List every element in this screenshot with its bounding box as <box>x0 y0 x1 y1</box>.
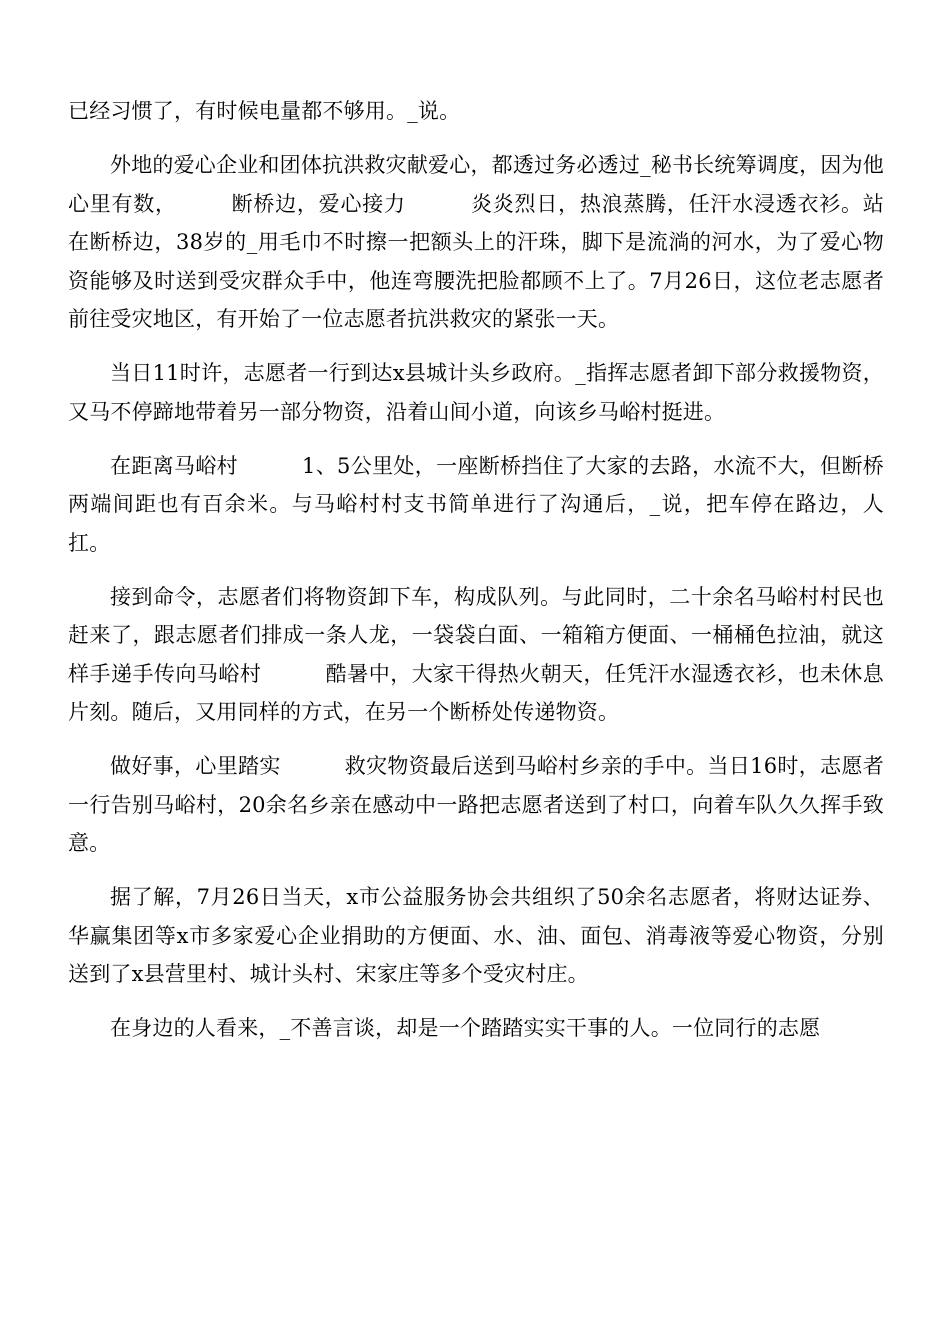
paragraph-2: 外地的爱心企业和团体抗洪救灾献爱心，都透过务必透过_秘书长统筹调度，因为他心里有数， 断桥边，爱心接力 炎炎烈日，热浪蒸腾，任汗水浸透衣衫。站在断桥边，38岁的_用毛巾不时擦一把额头上的汗珠，脚下是流淌的河水，为了爱心物资能够及时送到受灾群众手中，他连弯腰洗把脸都顾不上了。7月26日，这位老志愿者前往受灾地区，有开始了一位志愿者抗洪救灾的紧张一天。 <box>68 153 884 331</box>
paragraph-6: 做好事，心里踏实 救灾物资最后送到马峪村乡亲的手中。当日16时，志愿者一行告别马峪村，20余名乡亲在感动中一路把志愿者送到了村口，向着车队久久挥手致意。 <box>68 754 884 855</box>
paragraph-7: 据了解，7月26日当天，x市公益服务协会共组织了50余名志愿者，将财达证券、华赢集团等x市多家爱心企业捐助的方便面、水、油、面包、消毒液等爱心物资，分别送到了x县营里村、城计头村、宋家庄等多个受灾村庄。 <box>68 885 884 986</box>
paragraph-3: 当日11时许，志愿者一行到达x县城计头乡政府。_指挥志愿者卸下部分救援物资，又马不停蹄地带着另一部分物资，沿着山间小道，向该乡马峪村挺进。 <box>68 361 884 424</box>
document-page <box>68 92 884 1063</box>
paragraph-8: 在身边的人看来，_不善言谈，却是一个踏踏实实干事的人。一位同行的志愿 <box>110 1016 821 1040</box>
paragraph-4: 在距离马峪村 1、5公里处，一座断桥挡住了大家的去路，水流不大，但断桥两端间距也有百余米。与马峪村村支书简单进行了沟通后，_说，把车停在路边，人扛。 <box>68 453 884 555</box>
paragraph-1: 已经习惯了，有时候电量都不够用。_说。 <box>68 99 461 123</box>
paragraph-5: 接到命令，志愿者们将物资卸下车，构成队列。与此同时，二十余名马峪村村民也赶来了，跟志愿者们排成一条人龙，一袋袋白面、一箱箱方便面、一桶桶色拉油，就这样手递手传向马峪村 酷暑中，大家干得热火朝天，任凭汗水湿透衣衫，也未休息片刻。随后，又用同样的方式，在另一个断桥处传递物资。 <box>68 584 884 724</box>
